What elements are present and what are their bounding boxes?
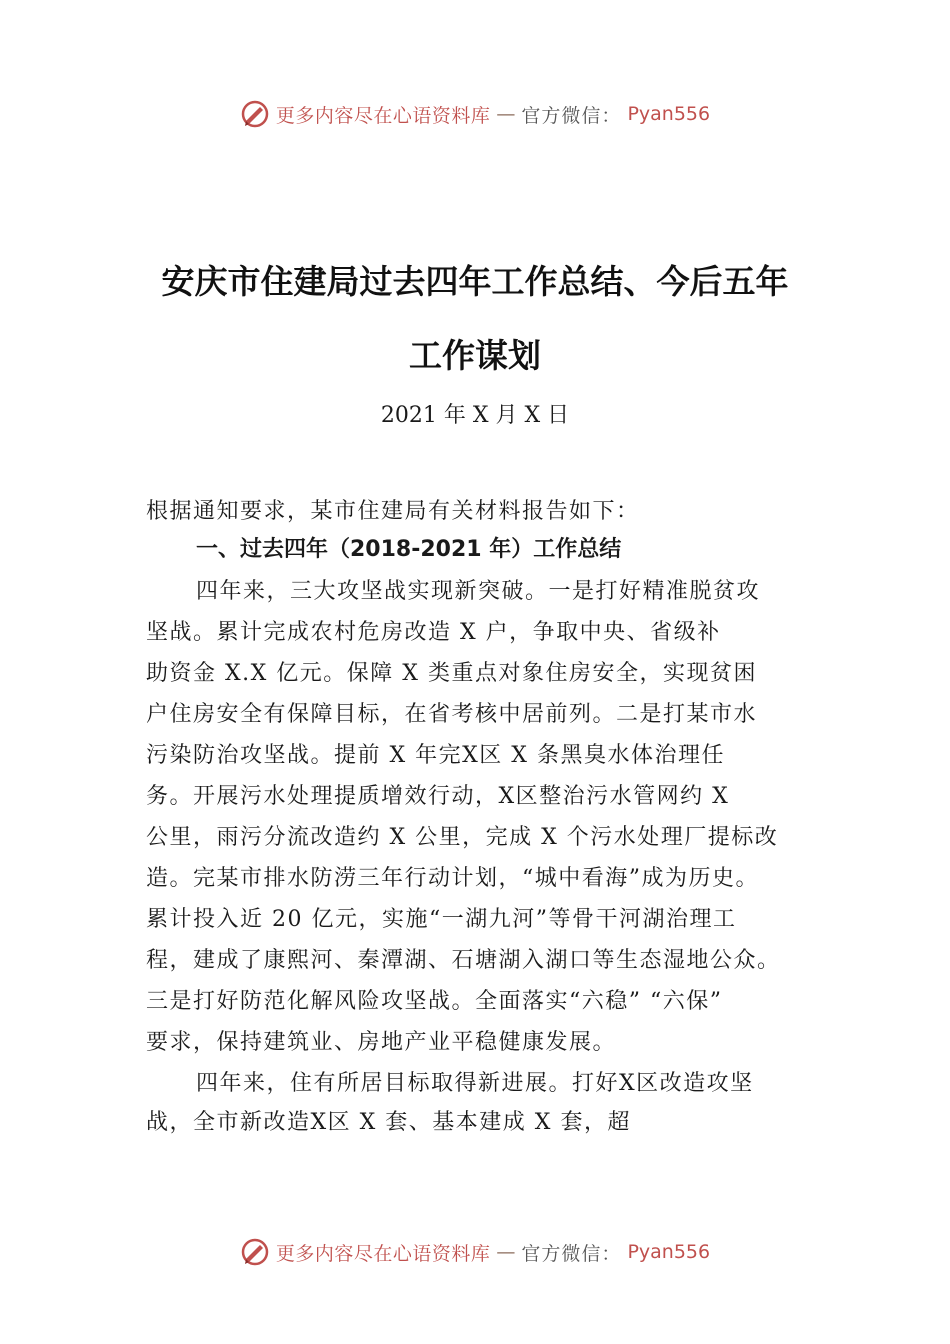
paragraph-line: 坚战。累计完成农村危房改造 X 户，争取中央、省级补 (146, 620, 721, 645)
paragraph-line: 务。开展污水处理提质增效行动，X区整治污水管网约 X (146, 784, 730, 809)
banner-wechat-label: 官方微信： (521, 1242, 622, 1265)
paragraph-line: 污染防治攻坚战。提前 X 年完X区 X 条黑臭水体治理任 (146, 743, 725, 768)
paragraph-line: 四年来，住有所居目标取得新进展。打好X区改造攻坚 (196, 1071, 754, 1096)
paragraph-line: 户住房安全有保障目标，在省考核中居前列。二是打某市水 (146, 702, 758, 727)
header-banner (0, 94, 950, 134)
banner-separator: — (496, 103, 516, 125)
paragraph-line: 三是打好防范化解风险攻坚战。全面落实“六稳” “六保” (146, 989, 723, 1014)
paragraph-line: 累计投入近 20 亿元，实施“一湖九河”等骨干河湖治理工 (146, 907, 737, 932)
document-title-line-1: 安庆市住建局过去四年工作总结、今后五年 (161, 262, 789, 301)
document-date: 2021 年 X 月 X 日 (380, 403, 570, 428)
banner-site-text: 更多内容尽在心语资料库 (275, 1242, 491, 1265)
paragraph-line: 战，全市新改造X区 X 套、基本建成 X 套，超 (146, 1110, 631, 1135)
paragraph-line: 程，建成了康熙河、秦潭湖、石塘湖入湖口等生态湿地公众。 (146, 948, 781, 973)
banner-wechat-label: 官方微信： (521, 104, 622, 127)
paragraph-line: 四年来，三大攻坚战实现新突破。一是打好精准脱贫攻 (196, 579, 761, 604)
paragraph-line: 要求，保持建筑业、房地产业平稳健康发展。 (146, 1030, 617, 1055)
footer-banner (0, 1232, 950, 1272)
paragraph-line: 公里，雨污分流改造约 X 公里，完成 X 个污水处理厂提标改 (146, 825, 779, 850)
banner-wechat-id: Pyan556 (627, 1241, 711, 1263)
section-heading: 一、过去四年（2018-2021 年）工作总结 (196, 537, 622, 562)
banner-separator: — (496, 1241, 516, 1263)
paragraph-line: 造。完某市排水防涝三年行动计划，“城中看海”成为历史。 (146, 866, 759, 891)
intro-text: 根据通知要求，某市住建局有关材料报告如下： (146, 499, 640, 524)
banner-site-text: 更多内容尽在心语资料库 (275, 104, 491, 127)
paragraph-line: 助资金 X.X 亿元。保障 X 类重点对象住房安全，实现贫困 (146, 661, 757, 686)
banner-wechat-id: Pyan556 (627, 103, 711, 125)
pen-logo-icon (240, 1237, 270, 1267)
document-title-line-2: 工作谋划 (409, 336, 541, 375)
pen-logo-icon (240, 99, 270, 129)
